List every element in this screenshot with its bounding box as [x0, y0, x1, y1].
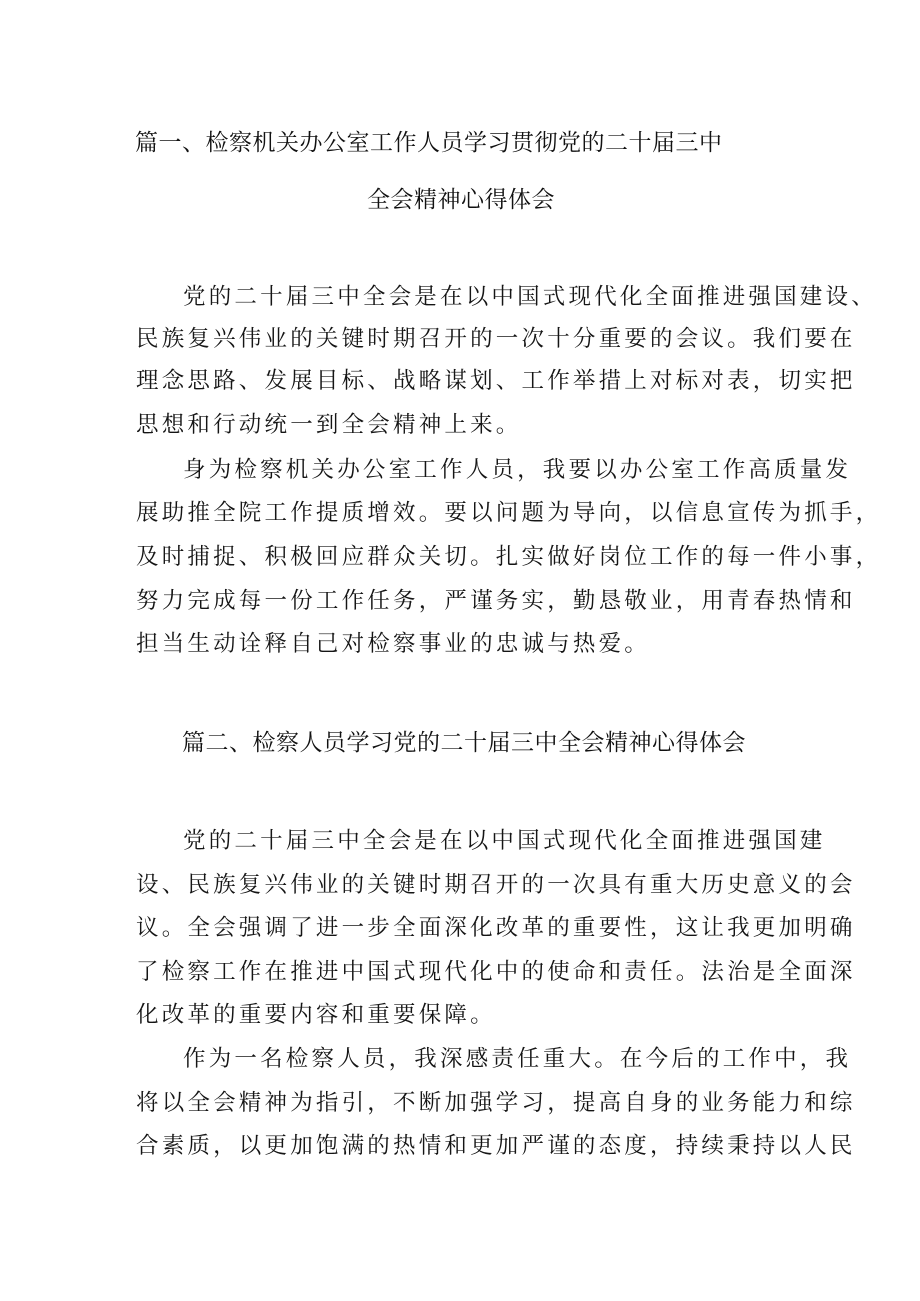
section1-p1-line: 民族复兴伟业的关键时期召开的一次十分重要的会议。我们要在: [136, 326, 856, 352]
section1-p2-line: 身为检察机关办公室工作人员，我要以办公室工作高质量发: [183, 457, 852, 483]
section1-p2-line: 担当生动诠释自己对检察事业的忠诚与热爱。: [136, 631, 651, 657]
section1-title-line1: 篇一、检察机关办公室工作人员学习贯彻党的二十届三中: [135, 130, 723, 156]
section2-p1-line: 化改革的重要内容和重要保障。: [136, 1002, 496, 1028]
section2-p1-line: 了检察工作在推进中国式现代化中的使命和责任。法治是全面深: [136, 959, 856, 985]
section2-p2-line: 作为一名检察人员，我深感责任重大。在今后的工作中，我: [183, 1046, 852, 1072]
section2-title: 篇二、检察人员学习党的二十届三中全会精神心得体会: [182, 730, 746, 756]
section1-title-line2: 全会精神心得体会: [367, 187, 555, 213]
section1-p1-line: 理念思路、发展目标、战略谋划、工作举措上对标对表，切实把: [136, 368, 856, 394]
section2-p1-line: 党的二十届三中全会是在以中国式现代化全面推进强国建: [183, 828, 826, 854]
section1-p1-line: 思想和行动统一到全会精神上来。: [136, 412, 522, 438]
section2-p2-line: 合素质，以更加饱满的热情和更加严谨的态度，持续秉持以人民: [136, 1133, 856, 1159]
section1-p2-line: 及时捕捉、积极回应群众关切。扎实做好岗位工作的每一件小事，: [136, 544, 882, 570]
section1-p2-line: 展助推全院工作提质增效。要以问题为导向，以信息宣传为抓手，: [136, 500, 882, 526]
section1-p2-line: 努力完成每一份工作任务，严谨务实，勤恳敬业，用青春热情和: [136, 588, 856, 614]
section2-p1-line: 设、民族复兴伟业的关键时期召开的一次具有重大历史意义的会: [136, 872, 856, 898]
section1-p1-line: 党的二十届三中全会是在以中国式现代化全面推进强国建设、: [183, 284, 877, 310]
section2-p2-line: 将以全会精神为指引，不断加强学习，提高自身的业务能力和综: [136, 1090, 856, 1116]
section2-p1-line: 议。全会强调了进一步全面深化改革的重要性，这让我更加明确: [136, 915, 856, 941]
